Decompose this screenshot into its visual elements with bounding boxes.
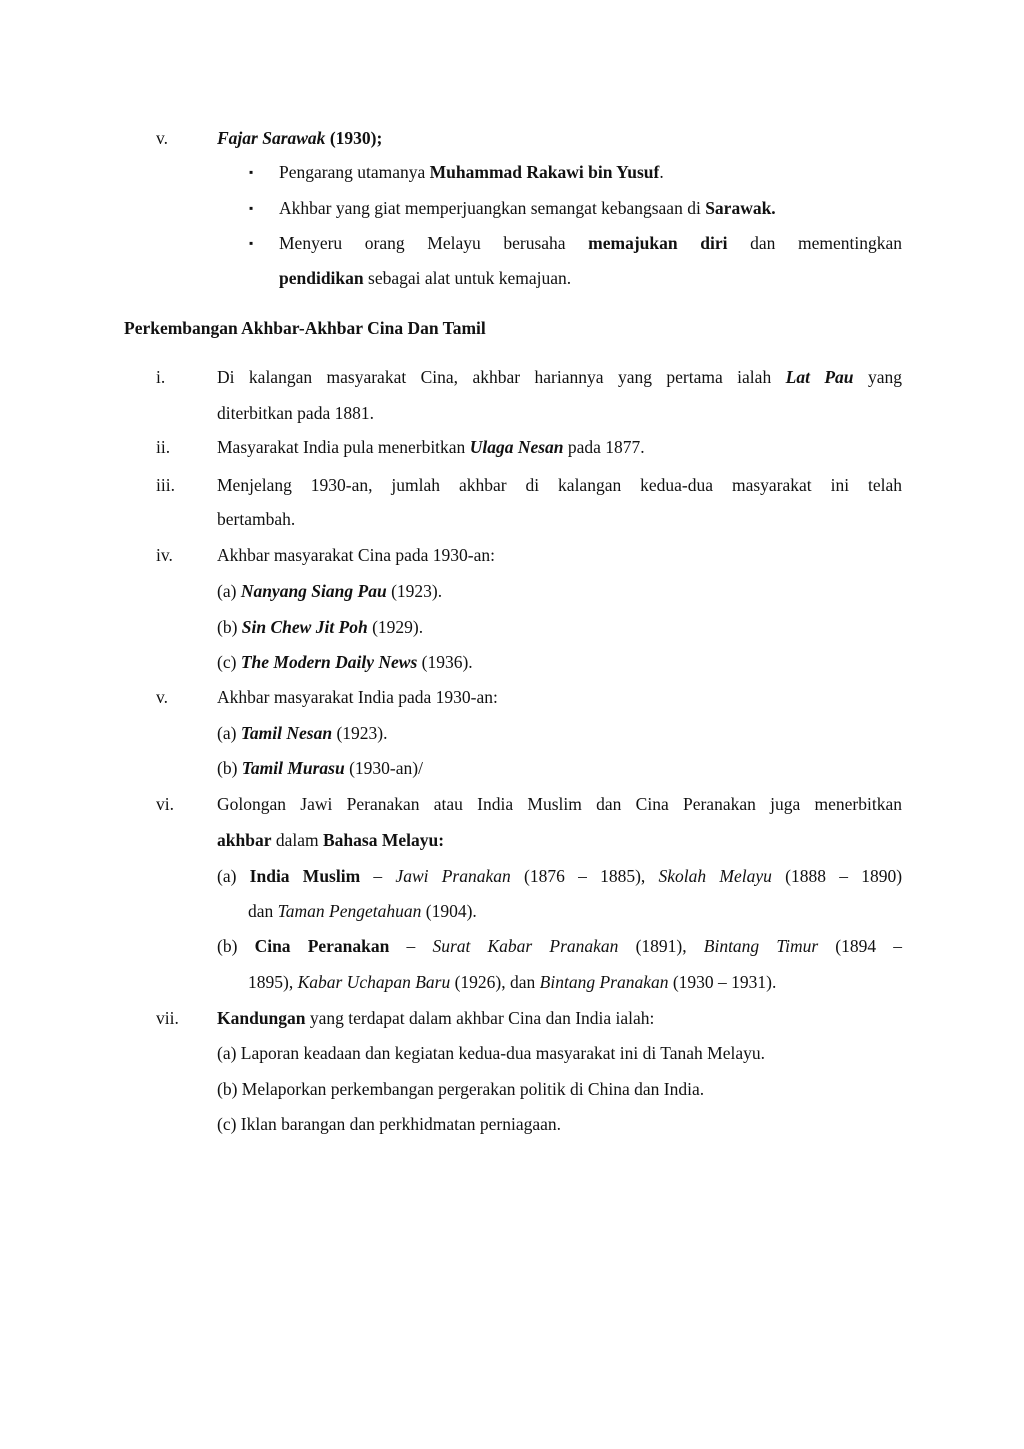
text-run: – — [389, 936, 433, 956]
bold-text: memajukan diri — [588, 233, 728, 253]
newspaper-title: Fajar Sarawak — [217, 128, 326, 148]
section-heading: Perkembangan Akhbar-Akhbar Cina Dan Tamil — [124, 318, 486, 338]
newspaper-title: The Modern Daily News — [240, 652, 418, 672]
text-run: Menyeru orang Melayu berusaha — [279, 233, 589, 253]
sub-item — [217, 936, 902, 957]
sub-item-label: (a) — [217, 581, 241, 601]
italic-title: Kabar Uchapan Baru — [297, 972, 451, 992]
sub-item-continuation — [248, 901, 902, 922]
italic-title: Bintang Pranakan — [539, 972, 669, 992]
newspaper-title: Lat Pau — [785, 367, 854, 387]
item-text — [217, 367, 902, 388]
bullet-text-continuation — [279, 268, 902, 289]
text-run: (1894 – — [818, 936, 903, 956]
sub-item-continuation — [248, 972, 902, 993]
item-number: iii. — [156, 475, 175, 495]
item-text: Menjelang 1930-an, jumlah akhbar di kalangan kedua-dua masyarakat ini telah — [217, 475, 902, 495]
sub-item — [217, 581, 442, 602]
text-run: (1930-an)/ — [344, 758, 423, 778]
bold-text: Kandungan — [217, 1008, 306, 1028]
bold-text: pendidikan — [279, 268, 364, 288]
sub-item-label: (a) — [217, 723, 241, 743]
item-text: Akhbar masyarakat Cina pada 1930-an: — [217, 545, 495, 565]
item-number: vi. — [156, 794, 174, 814]
bullet-icon: ▪ — [249, 236, 254, 250]
item-text-continuation: diterbitkan pada 1881. — [217, 403, 374, 423]
item-number: iv. — [156, 545, 173, 565]
text-run: (1876 – 1885), — [510, 866, 659, 886]
item-title — [217, 128, 902, 149]
bullet-text — [279, 233, 902, 254]
item-number: v. — [156, 128, 168, 148]
text-run: (1930 – 1931). — [668, 972, 777, 992]
item-number: vii. — [156, 1008, 179, 1028]
text-run: (1929). — [367, 617, 424, 637]
newspaper-title: Ulaga Nesan — [469, 437, 564, 457]
text-run: yang terdapat dalam akhbar Cina dan India ialah: — [305, 1008, 655, 1028]
bullet-text — [279, 162, 902, 183]
item-text — [217, 1008, 902, 1029]
text-run: sebagai alat untuk kemajuan. — [363, 268, 572, 288]
bold-text: akhbar — [217, 830, 272, 850]
sub-item: (b) Melaporkan perkembangan pergerakan politik di China dan India. — [217, 1079, 705, 1099]
text-run: (1904). — [421, 901, 477, 921]
text-run: Akhbar yang giat memperjuangkan semangat kebangsaan di — [279, 198, 706, 218]
text-run: Di kalangan masyarakat Cina, akhbar hariannya yang pertama ialah — [217, 367, 786, 387]
sub-item — [217, 617, 423, 638]
bold-text: Sarawak. — [705, 198, 776, 218]
newspaper-title: Tamil Nesan — [240, 723, 333, 743]
sub-item — [217, 866, 902, 887]
text-run: (1923). — [386, 581, 443, 601]
text-run: 1895), — [248, 972, 298, 992]
sub-item: (c) Iklan barangan dan perkhidmatan perniagaan. — [217, 1114, 562, 1134]
text-run: – — [360, 866, 396, 886]
sub-item-label: (b) — [217, 758, 242, 778]
sub-item-label: (b) — [217, 936, 255, 956]
text-run: Masyarakat India pula menerbitkan — [217, 437, 470, 457]
text-run: (1936). — [417, 652, 473, 672]
sub-item — [217, 758, 423, 779]
bullet-text — [279, 198, 902, 219]
text-run: (1926), dan — [450, 972, 540, 992]
text-run: dan mementingkan — [727, 233, 902, 253]
newspaper-title: Tamil Murasu — [241, 758, 345, 778]
text-run: Pengarang utamanya — [279, 162, 430, 182]
italic-title: Bintang Timur — [703, 936, 819, 956]
text-run: yang — [853, 367, 902, 387]
item-text-continuation — [217, 830, 902, 851]
item-text-continuation: bertambah. — [217, 509, 296, 529]
text-run: dalam — [271, 830, 323, 850]
sub-item — [217, 652, 473, 673]
newspaper-title: Sin Chew Jit Poh — [241, 617, 368, 637]
italic-title: Taman Pengetahuan — [277, 901, 422, 921]
text-run: . — [659, 162, 664, 182]
italic-title: Jawi Pranakan — [395, 866, 511, 886]
italic-title: Surat Kabar Pranakan — [432, 936, 619, 956]
item-number: ii. — [156, 437, 171, 457]
sub-item: (a) Laporan keadaan dan kegiatan kedua-dua masyarakat ini di Tanah Melayu. — [217, 1043, 766, 1063]
item-number: i. — [156, 367, 166, 387]
italic-title: Skolah Melayu — [658, 866, 772, 886]
text-run: pada 1877. — [563, 437, 645, 457]
text-run: (1891), — [618, 936, 704, 956]
bullet-icon: ▪ — [249, 201, 254, 215]
item-text: Golongan Jawi Peranakan atau India Muslim dan Cina Peranakan juga menerbitkan — [217, 794, 902, 814]
item-number: v. — [156, 687, 168, 707]
text-run: (1888 – 1890) — [771, 866, 903, 886]
item-text — [217, 437, 902, 458]
bullet-icon: ▪ — [249, 165, 254, 179]
sub-item-label: (c) — [217, 652, 241, 672]
bold-text: Cina Peranakan — [254, 936, 390, 956]
text-run: (1923). — [332, 723, 388, 743]
sub-item — [217, 723, 387, 744]
newspaper-title: Nanyang Siang Pau — [240, 581, 387, 601]
item-year: (1930); — [325, 128, 383, 148]
text-run: dan — [248, 901, 278, 921]
sub-item-label: (a) — [217, 866, 250, 886]
bold-text: India Muslim — [249, 866, 361, 886]
bold-text: Muhammad Rakawi bin Yusuf — [429, 162, 660, 182]
item-text: Akhbar masyarakat India pada 1930-an: — [217, 687, 498, 707]
bold-text: Bahasa Melayu: — [322, 830, 445, 850]
sub-item-label: (b) — [217, 617, 242, 637]
